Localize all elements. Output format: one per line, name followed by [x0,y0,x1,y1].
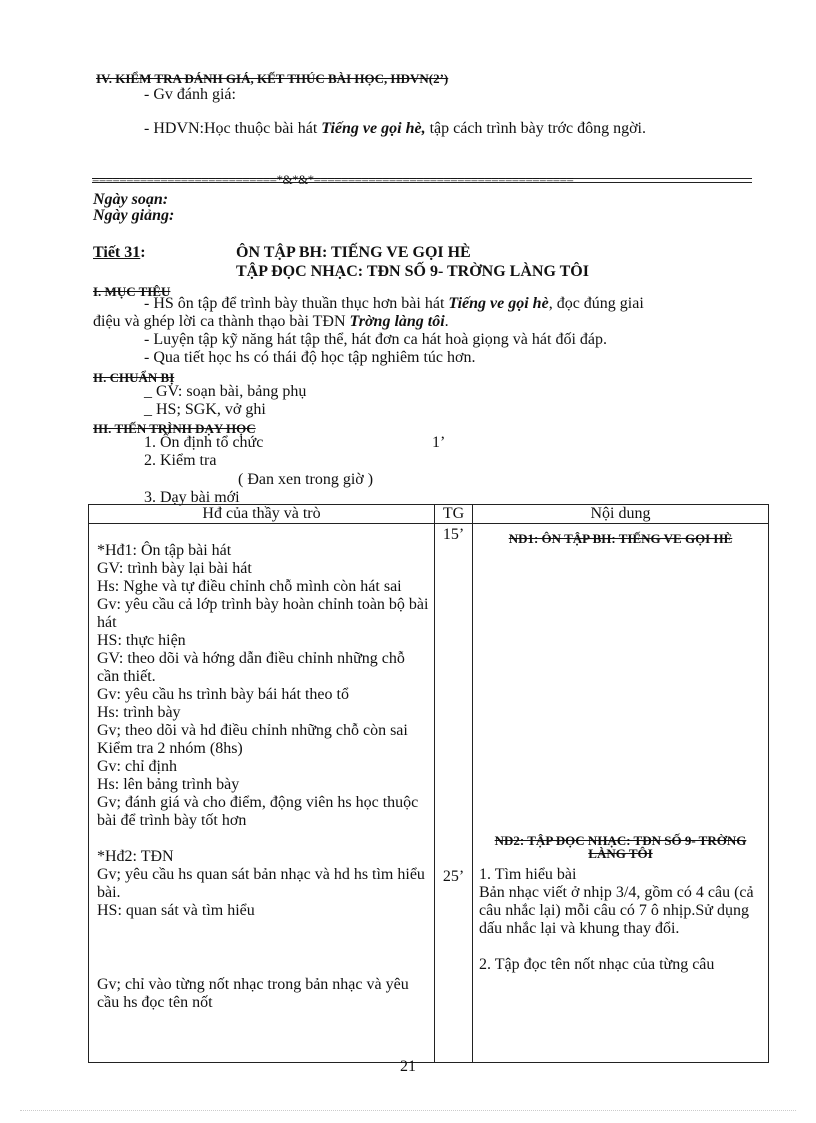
header-activities: Hđ của thầy và trò [89,505,435,524]
time-hd1: 15’ [442,526,465,543]
ngay-giang: Ngày giảng: [93,207,175,224]
process-step-2-note: ( Đan xen trong giờ ) [238,471,374,488]
page-number: 21 [400,1058,416,1075]
lesson-number [93,244,146,262]
hdvn-prefix: - HDVN:Học thuộc bài hát [144,120,322,137]
objective-2-prefix: điệu và ghép lời ca thành thạo bài TĐN [93,313,350,330]
content-line: Bản nhạc viết ở nhịp 3/4, gồm có 4 câu (cả câu nhắc lại) mỗi câu có 7 ô nhịp.Sử dụng dấu nhắc lại và khung thay đổi. [479,884,754,937]
spacer [97,830,430,848]
section-iv-heading: IV. KIỂM TRA ĐÁNH GIÁ, KẾT THÚC BÀI HỌC, HDVN(2’) [96,71,449,86]
activity-line: Gv: yêu cầu hs trình bày bái hát theo tổ [97,686,349,703]
objective-line-4: - Qua tiết học hs có thái độ học tập nghiêm túc hơn. [144,349,476,366]
preparation-gv: _ GV: soạn bài, bảng phụ [144,383,307,400]
content-cell [473,524,769,1063]
activity-line: HS: quan sát và tìm hiểu [97,902,255,919]
activity-line: GV: trình bày lại bài hát [97,560,252,577]
section-divider [92,172,752,188]
activity-line: Hs: Nghe và tự điều chỉnh chỗ mình còn hát sai [97,578,402,595]
lesson-title-line2: TẬP ĐỌC NHẠC: TĐN SỐ 9- TRỜNG LÀNG TÔI [236,263,589,280]
hdvn-line [144,120,646,138]
ngay-soan: Ngày soạn: [93,191,169,208]
activity-line: Gv; theo dõi và hd điều chỉnh những chỗ còn sai [97,722,408,739]
header-time: TG [435,505,473,524]
activity-line: Hs: trình bày [97,704,181,721]
activity-line: *Hđ2: TĐN [97,848,174,865]
process-step-2: 2. Kiểm tra [144,452,217,469]
content-line: 1. Tìm hiểu bài [479,866,577,883]
activity-line: HS: thực hiện [97,632,186,649]
activity-line: Gv: yêu cầu cả lớp trình bày hoàn chỉnh toàn bộ bài hát [97,596,429,631]
spacer [479,938,762,956]
activities-cell [89,524,435,1063]
activity-line: *Hđ1: Ôn tập bài hát [97,542,232,559]
activity-line: Gv: chỉ định [97,758,177,775]
table-header-row [89,505,769,524]
time-cell [435,524,473,1063]
time-hd2: 25’ [442,868,465,885]
spacer [97,920,430,976]
lesson-title-line1: ÔN TẬP BH: TIẾNG VE GỌI HÈ [236,244,471,261]
process-step-1-time: 1’ [432,434,446,451]
activity-line: Kiểm tra 2 nhóm (8hs) [97,740,243,757]
page-bottom-border [20,1110,796,1111]
objective-2-suffix: . [444,313,449,330]
objective-1-suffix: , đọc đúng giai [548,295,644,312]
header-content: Nội dung [473,505,769,524]
objectives-heading: I. MỤC TIÊU [93,284,171,299]
activity-line: Gv; đánh giá và cho điểm, động viên hs học thuộc bài để trình bày tốt hơn [97,794,419,829]
activity-line: GV: theo dõi và hớng dẫn điều chỉnh những chỗ cần thiết. [97,650,405,685]
objective-line-1 [144,295,644,313]
objective-1-prefix: - HS ôn tập để trình bày thuần thục hơn bài hát [144,295,449,312]
lesson-table [88,504,769,1063]
lesson-number-text: Tiết 31 [93,244,141,261]
activity-line: Hs: lên bảng trình bày [97,776,240,793]
content-nd1-heading: ND1: ÔN TẬP BH: TIẾNG VE GỌI HÈ [508,531,733,546]
objective-line-3: - Luyện tập kỹ năng hát tập thể, hát đơn ca hát hoà giọng và hát đối đáp. [144,331,607,348]
hdvn-song-title: Tiếng ve gọi hè, [321,120,426,137]
process-step-1: 1. Ổn định tổ chức [144,434,264,451]
objective-1-song: Tiếng ve gọi hè [448,295,549,312]
process-step-3: 3. Dạy bài mới [144,489,240,506]
hdvn-suffix: tập cách trình bày trớc đông ngời. [425,120,646,137]
content-line: 2. Tập đọc tên nốt nhạc của từng câu [479,956,715,973]
objective-line-2 [93,313,449,331]
table-body-row [89,524,769,1063]
preparation-hs: _ HS; SGK, vở ghi [144,401,266,418]
objective-2-song: Trờng làng tôi [349,313,445,330]
activity-line: Gv; yêu cầu hs quan sát bản nhạc và hd hs tìm hiểu bài. [97,866,425,901]
lesson-number-colon: : [140,244,146,261]
content-nd2-heading: ND2: TẬP ĐỌC NHẠC: TĐN SỐ 9- TRỜNG LÀNG TÔI [494,833,747,861]
preparation-heading: II. CHUẨN BỊ [93,370,175,385]
divider-text: ===========================*&*&*====================================== [92,172,574,187]
gv-evaluation: - Gv đánh giá: [144,86,236,103]
content-nd2-body [479,866,762,974]
activity-line: Gv; chỉ vào từng nốt nhạc trong bản nhạc và yêu cầu hs đọc tên nốt [97,976,409,1011]
process-heading: III. TIẾN TRÌNH DẠY HỌC [93,421,256,436]
